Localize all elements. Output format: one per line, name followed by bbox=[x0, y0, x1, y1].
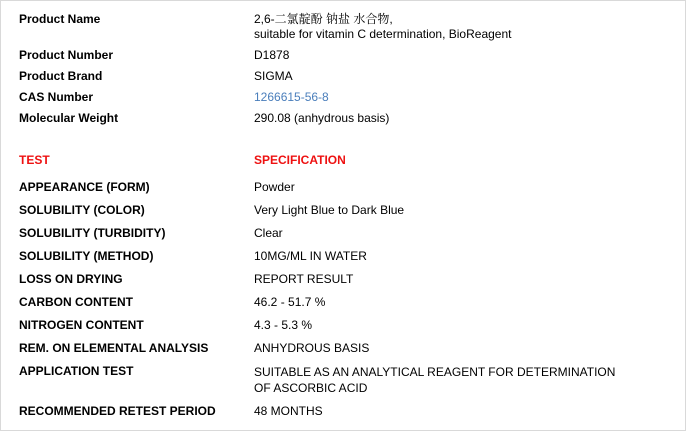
table-row bbox=[1, 337, 685, 360]
table-row bbox=[1, 314, 685, 337]
spec-test-solubility-turbidity: SOLUBILITY (TURBIDITY) bbox=[19, 226, 166, 240]
specification-table-header bbox=[1, 149, 685, 176]
table-row bbox=[1, 268, 685, 291]
spec-test-solubility-color: SOLUBILITY (COLOR) bbox=[19, 203, 145, 217]
spec-test-appearance-form: APPEARANCE (FORM) bbox=[19, 180, 150, 194]
product-number-label: Product Number bbox=[19, 48, 114, 62]
table-row bbox=[1, 45, 685, 66]
product-number-value: D1878 bbox=[254, 48, 290, 62]
spec-value-application-test-line-2: OF ASCORBIC ACID bbox=[254, 381, 368, 395]
product-name-line-2: suitable for vitamin C determination, BioReagent bbox=[254, 27, 512, 41]
table-row bbox=[1, 199, 685, 222]
table-row bbox=[1, 108, 685, 129]
molecular-weight-label: Molecular Weight bbox=[19, 111, 119, 125]
spec-test-solubility-method: SOLUBILITY (METHOD) bbox=[19, 249, 154, 263]
table-row bbox=[1, 176, 685, 199]
spec-value-solubility-color: Very Light Blue to Dark Blue bbox=[254, 203, 405, 217]
table-row bbox=[1, 360, 685, 400]
table-row bbox=[1, 66, 685, 87]
spec-value-carbon-content: 46.2 - 51.7 % bbox=[254, 295, 326, 309]
spec-test-loss-on-drying: LOSS ON DRYING bbox=[19, 272, 123, 286]
spec-value-solubility-method: 10MG/ML IN WATER bbox=[254, 249, 367, 263]
document-content bbox=[1, 1, 685, 423]
cas-number-label: CAS Number bbox=[19, 90, 94, 104]
specification-table bbox=[1, 149, 685, 423]
product-name-line-1: 2,6-二氯靛酚 钠盐 水合物, bbox=[254, 12, 393, 26]
table-row bbox=[1, 222, 685, 245]
table-row bbox=[1, 245, 685, 268]
spec-test-application-test: APPLICATION TEST bbox=[19, 364, 134, 378]
spec-value-loss-on-drying: REPORT RESULT bbox=[254, 272, 354, 286]
spacer-row bbox=[1, 129, 685, 147]
table-row bbox=[1, 291, 685, 314]
product-name-label: Product Name bbox=[19, 12, 101, 26]
spec-value-application-test bbox=[254, 360, 685, 400]
product-brand-value: SIGMA bbox=[254, 69, 293, 83]
product-name-value bbox=[254, 9, 685, 45]
spec-value-appearance-form: Powder bbox=[254, 180, 295, 194]
spec-value-solubility-turbidity: Clear bbox=[254, 226, 283, 240]
spec-value-application-test-line-1: SUITABLE AS AN ANALYTICAL REAGENT FOR DETERMINATION bbox=[254, 365, 616, 379]
table-row bbox=[1, 400, 685, 423]
spec-value-nitrogen-content: 4.3 - 5.3 % bbox=[254, 318, 313, 332]
cas-number-value bbox=[254, 87, 685, 108]
spec-test-recommended-retest-period: RECOMMENDED RETEST PERIOD bbox=[19, 404, 216, 418]
product-brand-label: Product Brand bbox=[19, 69, 103, 83]
cas-number-link[interactable]: 1266615-56-8 bbox=[254, 90, 329, 104]
table-row bbox=[1, 87, 685, 108]
spec-value-recommended-retest-period: 48 MONTHS bbox=[254, 404, 323, 418]
column-header-specification: SPECIFICATION bbox=[254, 153, 346, 167]
spec-test-nitrogen-content: NITROGEN CONTENT bbox=[19, 318, 144, 332]
table-row bbox=[1, 9, 685, 45]
product-info-table bbox=[1, 9, 685, 147]
molecular-weight-value: 290.08 (anhydrous basis) bbox=[254, 111, 390, 125]
spec-value-rem-on-elemental-analysis: ANHYDROUS BASIS bbox=[254, 341, 370, 355]
spec-test-carbon-content: CARBON CONTENT bbox=[19, 295, 133, 309]
column-header-test: TEST bbox=[19, 153, 50, 167]
spec-test-rem-on-elemental-analysis: REM. ON ELEMENTAL ANALYSIS bbox=[19, 341, 209, 355]
